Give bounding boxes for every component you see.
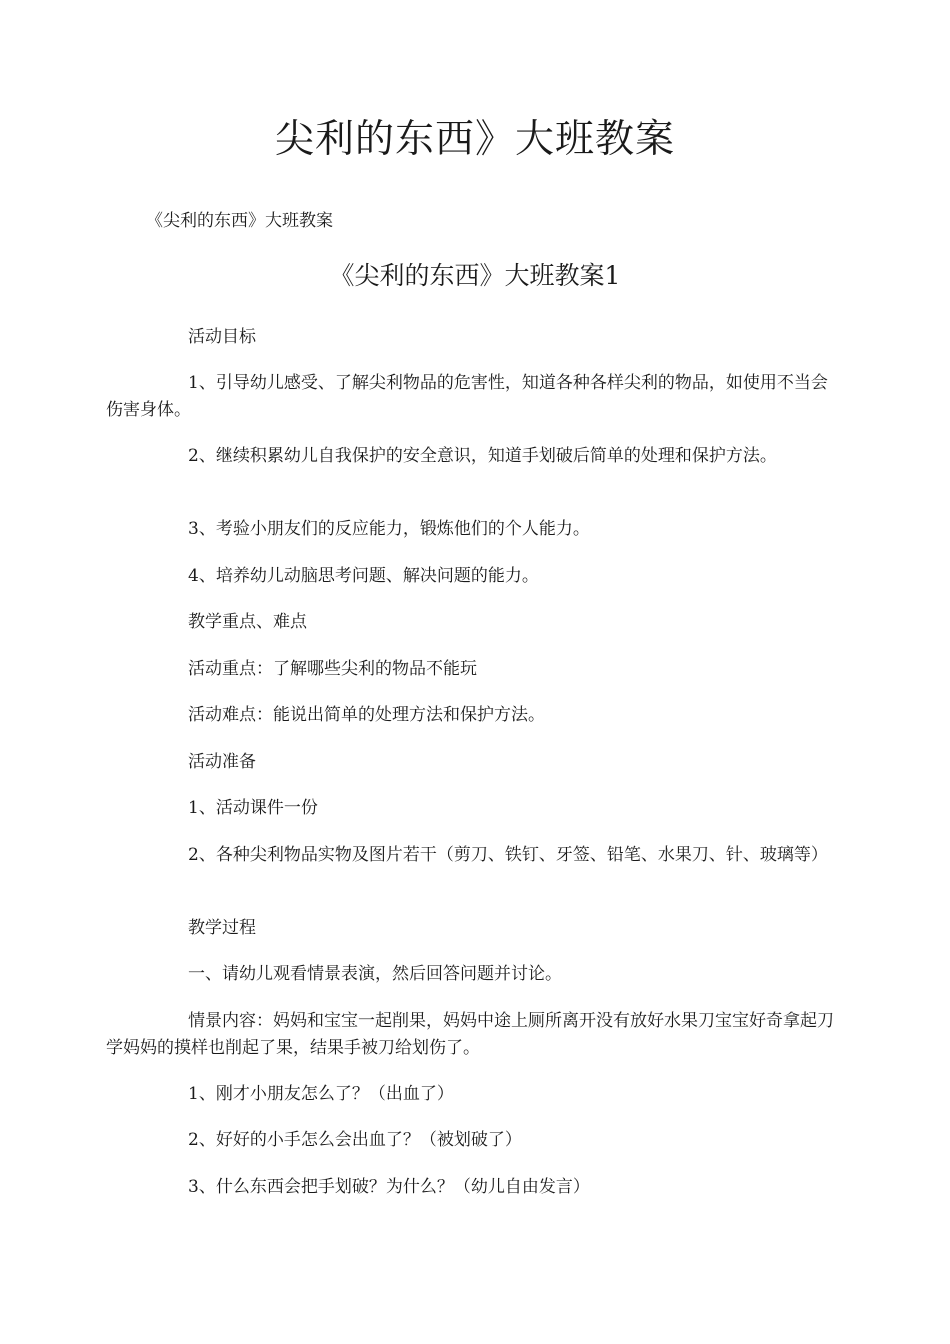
paragraph-prep-2: 2、各种尖利物品实物及图片若干（剪刀、铁钉、牙签、铅笔、水果刀、针、玻璃等） [188, 845, 828, 865]
paragraph-scene: 情景内容：妈妈和宝宝一起削果，妈妈中途上厕所离开没有放好水果刀宝宝好奇拿起刀学妈妈的摸样也削起了果，结果手被刀给划伤了。 [106, 1011, 834, 1058]
paragraph-goal-3: 3、考验小朋友们的反应能力，锻炼他们的个人能力。 [188, 519, 590, 539]
paragraph-heading-process: 教学过程 [188, 918, 256, 938]
paragraph-question-2: 2、好好的小手怎么会出血了？（被划破了） [188, 1130, 522, 1150]
paragraph-heading-keypoints: 教学重点、难点 [188, 612, 307, 632]
section-heading: 《尖利的东西》大班教案1 [329, 261, 621, 290]
paragraph-step-1: 一、请幼儿观看情景表演，然后回答问题并讨论。 [188, 964, 562, 984]
paragraph-prep-1: 1、活动课件一份 [188, 798, 318, 818]
paragraph-heading-goals: 活动目标 [188, 327, 256, 347]
document-subtitle: 《尖利的东西》大班教案 [146, 211, 333, 231]
paragraph-goal-4: 4、培养幼儿动脑思考问题、解决问题的能力。 [188, 566, 539, 586]
document-title: 尖利的东西》大班教案 [274, 117, 675, 162]
paragraph-goal-2: 2、继续积累幼儿自我保护的安全意识，知道手划破后简单的处理和保护方法。 [188, 446, 777, 466]
paragraph-heading-preparation: 活动准备 [188, 752, 256, 772]
paragraph-question-3: 3、什么东西会把手划破？为什么？（幼儿自由发言） [188, 1177, 590, 1197]
paragraph-question-1: 1、刚才小朋友怎么了？（出血了） [188, 1084, 454, 1104]
paragraph-keypoint: 活动重点：了解哪些尖利的物品不能玩 [188, 659, 477, 679]
paragraph-difficulty: 活动难点：能说出简单的处理方法和保护方法。 [188, 705, 545, 725]
paragraph-goal-1: 1、引导幼儿感受、了解尖利物品的危害性，知道各种各样尖利的物品，如使用不当会伤害身体。 [106, 373, 828, 420]
